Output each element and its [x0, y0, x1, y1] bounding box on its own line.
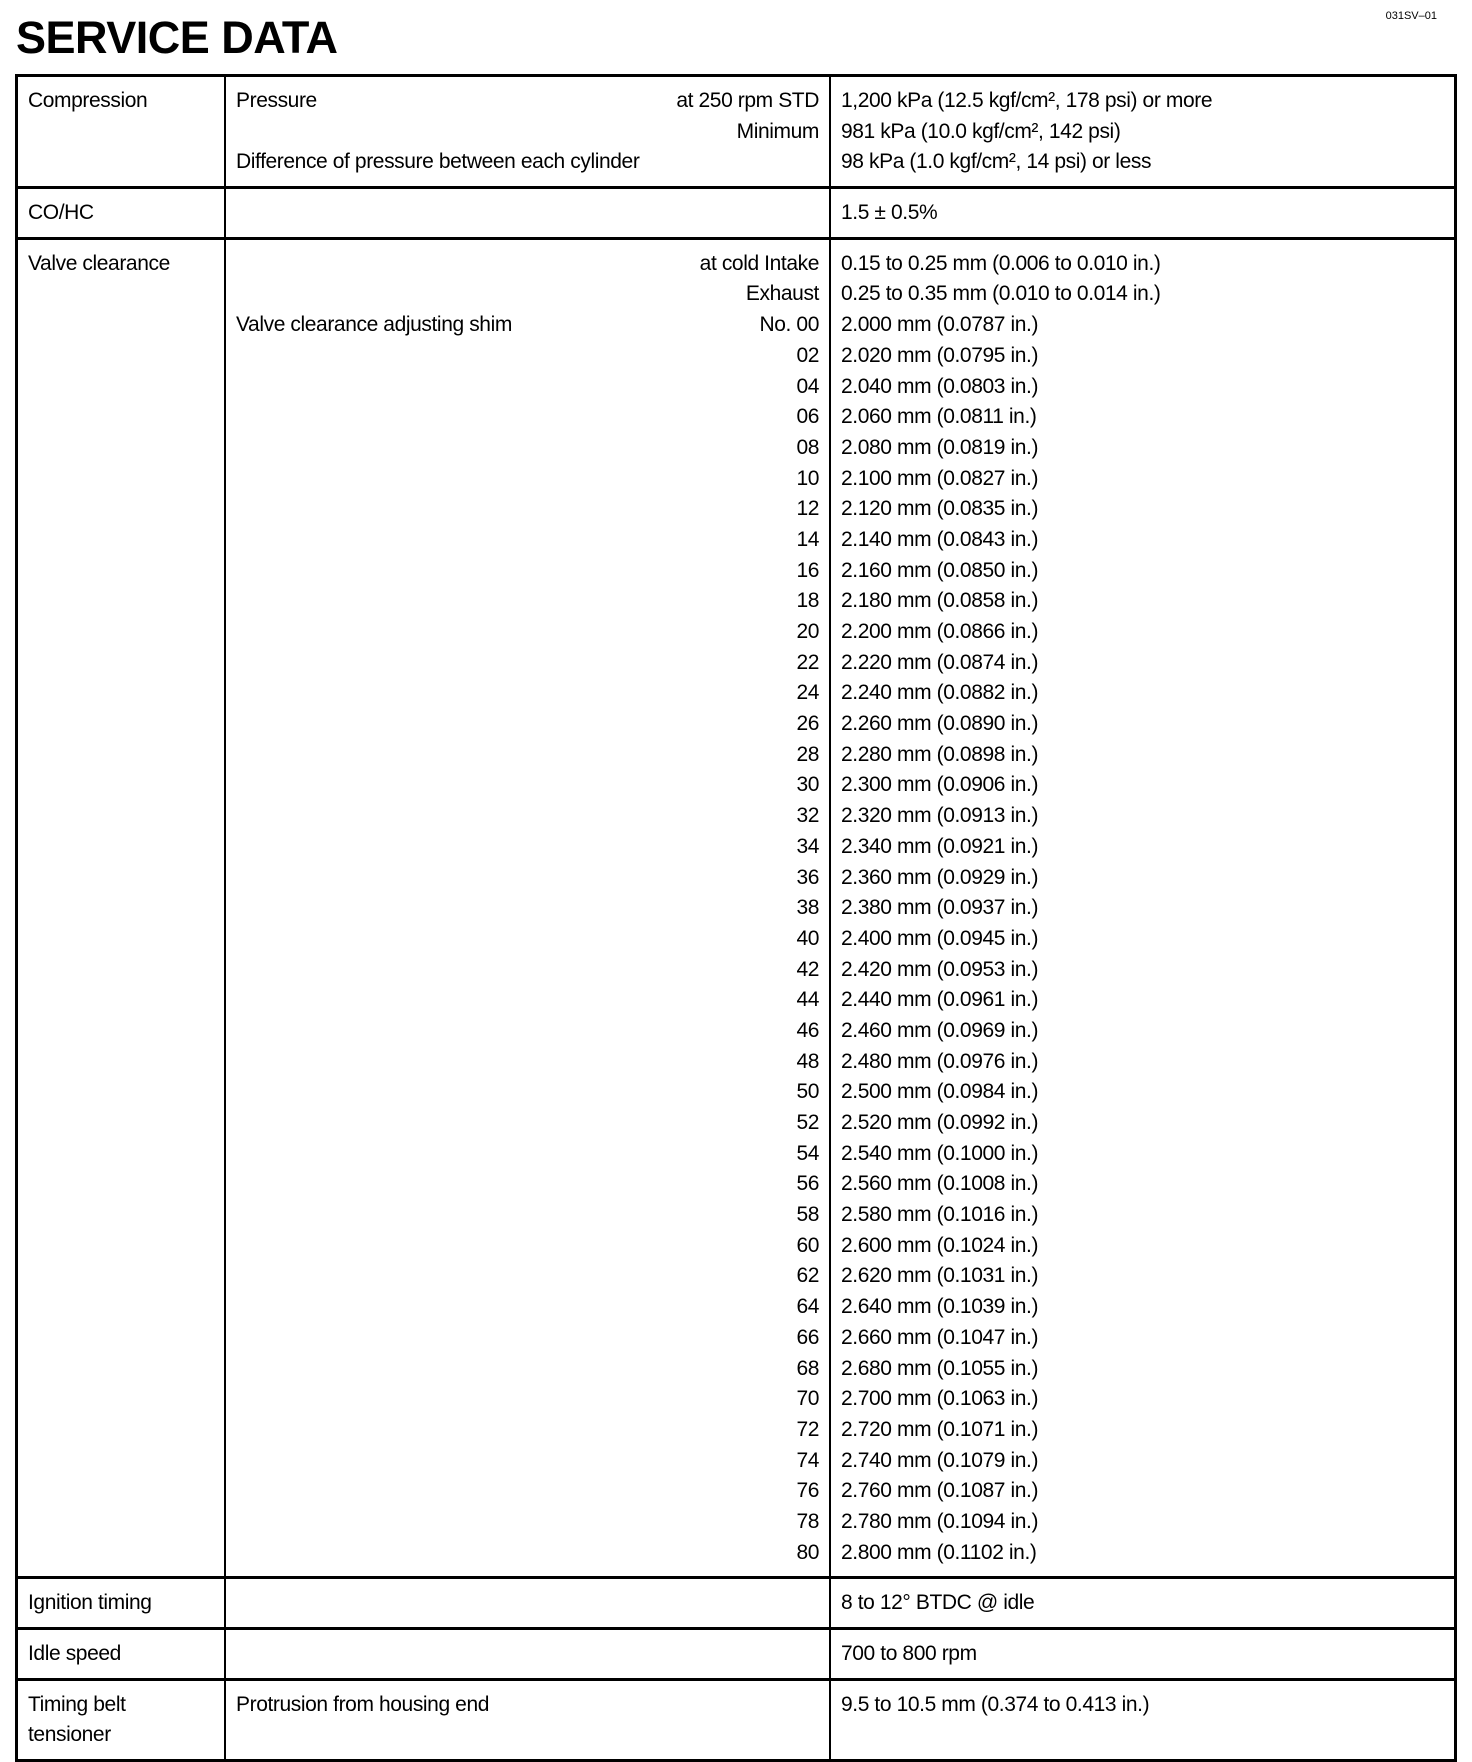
spec-value: 2.760 mm (0.1087 in.)	[841, 1479, 1039, 1503]
spec-value: 2.360 mm (0.0929 in.)	[841, 865, 1039, 889]
condition-qualifier: 02	[796, 343, 819, 367]
spec-value: 9.5 to 10.5 mm (0.374 to 0.413 in.)	[841, 1692, 1150, 1716]
spec-value: 2.660 mm (0.1047 in.)	[841, 1325, 1039, 1349]
condition-qualifier: 12	[796, 497, 819, 521]
condition-qualifier: 46	[796, 1018, 819, 1042]
spec-value: 98 kPa (1.0 kgf/cm², 14 psi) or less	[841, 150, 1152, 174]
condition-qualifier: 76	[796, 1479, 819, 1503]
spec-value: 2.280 mm (0.0898 in.)	[841, 742, 1039, 766]
condition-qualifier: 24	[796, 681, 819, 705]
item-cell	[18, 77, 224, 186]
condition-line	[236, 832, 819, 863]
condition-line	[236, 709, 819, 740]
condition-label: Valve clearance adjusting shim	[236, 313, 512, 337]
condition-qualifier: 18	[796, 589, 819, 613]
spec-value: 2.460 mm (0.0969 in.)	[841, 1018, 1039, 1042]
condition-qualifier: 52	[796, 1111, 819, 1134]
condition-line	[236, 924, 819, 955]
condition-qualifier: 14	[796, 527, 819, 551]
spec-value: 2.540 mm (0.1000 in.)	[841, 1141, 1039, 1165]
condition-label: Difference of pressure between each cylinder	[236, 150, 640, 174]
spec-value: 2.200 mm (0.0866 in.)	[841, 620, 1039, 643]
condition-qualifier: Exhaust	[745, 282, 819, 306]
condition-line	[236, 341, 819, 372]
condition-line	[236, 1292, 819, 1323]
condition-qualifier: 78	[796, 1509, 819, 1533]
condition-line	[236, 1077, 819, 1108]
condition-line	[236, 494, 819, 525]
condition-line	[236, 1108, 819, 1139]
spec-value: 2.100 mm (0.0827 in.)	[841, 466, 1039, 490]
table-row	[18, 1627, 1454, 1678]
spec-value: 2.220 mm (0.0874 in.)	[841, 650, 1039, 674]
spec-value: 2.740 mm (0.1079 in.)	[841, 1448, 1039, 1472]
condition-line	[236, 433, 819, 464]
condition-line	[236, 648, 819, 679]
condition-qualifier: 44	[796, 988, 819, 1012]
condition-line	[236, 740, 819, 771]
condition-line	[236, 310, 819, 341]
condition-qualifier: 34	[796, 834, 819, 858]
item-cell	[18, 189, 224, 237]
condition-qualifier: 36	[796, 865, 819, 889]
item-label: tensioner	[28, 1723, 111, 1747]
condition-cell	[224, 189, 829, 237]
condition-line	[236, 86, 819, 117]
condition-qualifier: 08	[796, 435, 819, 459]
item-label: Valve clearance	[28, 251, 170, 275]
spec-value: 2.480 mm (0.0976 in.)	[841, 1049, 1039, 1073]
document-code: 031SV–01	[1385, 10, 1437, 22]
condition-line	[236, 1047, 819, 1078]
spec-value: 2.020 mm (0.0795 in.)	[841, 343, 1039, 367]
condition-cell	[224, 77, 829, 186]
condition-line	[236, 1446, 819, 1477]
spec-cell	[829, 240, 1454, 1577]
spec-value: 2.260 mm (0.0890 in.)	[841, 712, 1039, 736]
condition-qualifier: 60	[796, 1233, 819, 1257]
spec-cell	[829, 1630, 1454, 1678]
spec-cell	[829, 77, 1454, 186]
page-title: SERVICE DATA	[16, 12, 338, 63]
condition-qualifier: 38	[796, 896, 819, 920]
condition-line	[236, 893, 819, 924]
condition-qualifier: 64	[796, 1295, 819, 1319]
condition-line	[236, 955, 819, 986]
spec-value: 2.520 mm (0.0992 in.)	[841, 1111, 1039, 1134]
spec-value: 2.300 mm (0.0906 in.)	[841, 773, 1039, 797]
condition-qualifier: 16	[796, 558, 819, 582]
table-row	[18, 1576, 1454, 1627]
condition-qualifier: 56	[796, 1172, 819, 1196]
item-label: CO/HC	[28, 201, 94, 225]
condition-line	[236, 1538, 819, 1569]
condition-line	[236, 1323, 819, 1354]
condition-qualifier: 48	[796, 1049, 819, 1073]
spec-value: 2.320 mm (0.0913 in.)	[841, 804, 1039, 828]
spec-cell	[829, 189, 1454, 237]
condition-line	[236, 586, 819, 617]
condition-line	[236, 617, 819, 648]
service-data-table	[15, 74, 1457, 1762]
condition-qualifier: 40	[796, 926, 819, 950]
spec-cell	[829, 1579, 1454, 1627]
spec-value: 2.620 mm (0.1031 in.)	[841, 1264, 1039, 1288]
condition-qualifier: 66	[796, 1325, 819, 1349]
condition-qualifier: 62	[796, 1264, 819, 1288]
condition-line	[236, 1139, 819, 1170]
item-label: Idle speed	[28, 1642, 121, 1665]
spec-value: 2.120 mm (0.0835 in.)	[841, 497, 1039, 521]
spec-value: 8 to 12° BTDC @ idle	[841, 1591, 1035, 1615]
spec-value: 2.720 mm (0.1071 in.)	[841, 1417, 1039, 1441]
condition-qualifier: 20	[796, 620, 819, 643]
condition-line	[236, 249, 819, 280]
condition-qualifier: 80	[796, 1540, 819, 1564]
item-label: Timing belt	[28, 1692, 126, 1716]
spec-value: 2.380 mm (0.0937 in.)	[841, 896, 1039, 920]
condition-line	[236, 1016, 819, 1047]
spec-value: 2.600 mm (0.1024 in.)	[841, 1233, 1039, 1257]
item-cell	[18, 1630, 224, 1678]
spec-value: 2.640 mm (0.1039 in.)	[841, 1295, 1039, 1319]
condition-qualifier: 54	[796, 1141, 819, 1165]
condition-line	[236, 147, 819, 178]
condition-line	[236, 1200, 819, 1231]
condition-qualifier: 72	[796, 1417, 819, 1441]
spec-value: 0.15 to 0.25 mm (0.006 to 0.010 in.)	[841, 251, 1161, 275]
condition-line	[236, 372, 819, 403]
spec-value: 2.440 mm (0.0961 in.)	[841, 988, 1039, 1012]
spec-value: 2.700 mm (0.1063 in.)	[841, 1387, 1039, 1411]
condition-qualifier: 74	[796, 1448, 819, 1472]
condition-line	[236, 525, 819, 556]
spec-value: 2.040 mm (0.0803 in.)	[841, 374, 1039, 398]
condition-qualifier: Minimum	[736, 119, 819, 143]
condition-qualifier: 32	[796, 804, 819, 828]
condition-line	[236, 863, 819, 894]
condition-qualifier: 28	[796, 742, 819, 766]
spec-value: 2.800 mm (0.1102 in.)	[841, 1540, 1037, 1564]
item-cell	[18, 240, 224, 1577]
condition-cell	[224, 1630, 829, 1678]
condition-cell	[224, 1579, 829, 1627]
condition-line	[236, 279, 819, 310]
condition-line	[236, 1507, 819, 1538]
spec-value: 2.000 mm (0.0787 in.)	[841, 313, 1039, 337]
condition-line	[236, 1169, 819, 1200]
spec-value: 2.500 mm (0.0984 in.)	[841, 1080, 1039, 1104]
condition-line	[236, 117, 819, 148]
table-row	[18, 237, 1454, 1577]
item-cell	[18, 1579, 224, 1627]
spec-value: 2.240 mm (0.0882 in.)	[841, 681, 1039, 705]
spec-value: 2.140 mm (0.0843 in.)	[841, 527, 1039, 551]
condition-qualifier: 70	[796, 1387, 819, 1411]
item-label: Ignition timing	[28, 1591, 152, 1615]
condition-label: Pressure	[236, 89, 317, 112]
spec-value: 700 to 800 rpm	[841, 1642, 977, 1665]
spec-value: 2.780 mm (0.1094 in.)	[841, 1509, 1039, 1533]
condition-qualifier: 06	[796, 405, 819, 429]
spec-value: 2.340 mm (0.0921 in.)	[841, 834, 1039, 858]
condition-qualifier: 58	[796, 1203, 819, 1227]
spec-value: 2.160 mm (0.0850 in.)	[841, 558, 1039, 582]
table-row	[18, 186, 1454, 237]
spec-value: 0.25 to 0.35 mm (0.010 to 0.014 in.)	[841, 282, 1161, 306]
condition-line	[236, 464, 819, 495]
condition-qualifier: No. 00	[759, 313, 819, 337]
spec-value: 2.680 mm (0.1055 in.)	[841, 1356, 1039, 1380]
condition-line	[236, 1690, 819, 1721]
spec-value: 2.080 mm (0.0819 in.)	[841, 435, 1039, 459]
condition-line	[236, 985, 819, 1016]
spec-value: 981 kPa (10.0 kgf/cm², 142 psi)	[841, 119, 1121, 143]
condition-line	[236, 402, 819, 433]
spec-value: 1,200 kPa (12.5 kgf/cm², 178 psi) or more	[841, 89, 1213, 112]
condition-line	[236, 1231, 819, 1262]
condition-qualifier: 42	[796, 957, 819, 981]
condition-qualifier: 50	[796, 1080, 819, 1104]
condition-qualifier: 22	[796, 650, 819, 674]
condition-qualifier: 10	[796, 466, 819, 490]
item-label: Compression	[28, 89, 148, 112]
spec-value: 2.560 mm (0.1008 in.)	[841, 1172, 1039, 1196]
condition-line	[236, 1476, 819, 1507]
table-row	[18, 77, 1454, 186]
spec-value: 2.400 mm (0.0945 in.)	[841, 926, 1039, 950]
condition-line	[236, 556, 819, 587]
spec-value: 2.180 mm (0.0858 in.)	[841, 589, 1039, 613]
condition-line	[236, 1384, 819, 1415]
condition-qualifier: at 250 rpm STD	[676, 89, 819, 112]
spec-value: 2.060 mm (0.0811 in.)	[841, 405, 1037, 429]
spec-value: 2.580 mm (0.1016 in.)	[841, 1203, 1039, 1227]
condition-line	[236, 1354, 819, 1385]
table-row	[18, 1678, 1454, 1759]
condition-qualifier: 68	[796, 1356, 819, 1380]
condition-label: Protrusion from housing end	[236, 1692, 490, 1716]
condition-line	[236, 770, 819, 801]
condition-qualifier: 26	[796, 712, 819, 736]
condition-line	[236, 1415, 819, 1446]
condition-qualifier: 04	[796, 374, 819, 398]
condition-cell	[224, 240, 829, 1577]
condition-line	[236, 678, 819, 709]
condition-line	[236, 1261, 819, 1292]
condition-line	[236, 801, 819, 832]
spec-value: 2.420 mm (0.0953 in.)	[841, 957, 1039, 981]
condition-qualifier: 30	[796, 773, 819, 797]
condition-qualifier: at cold Intake	[699, 251, 819, 275]
spec-value: 1.5 ± 0.5%	[841, 201, 938, 225]
